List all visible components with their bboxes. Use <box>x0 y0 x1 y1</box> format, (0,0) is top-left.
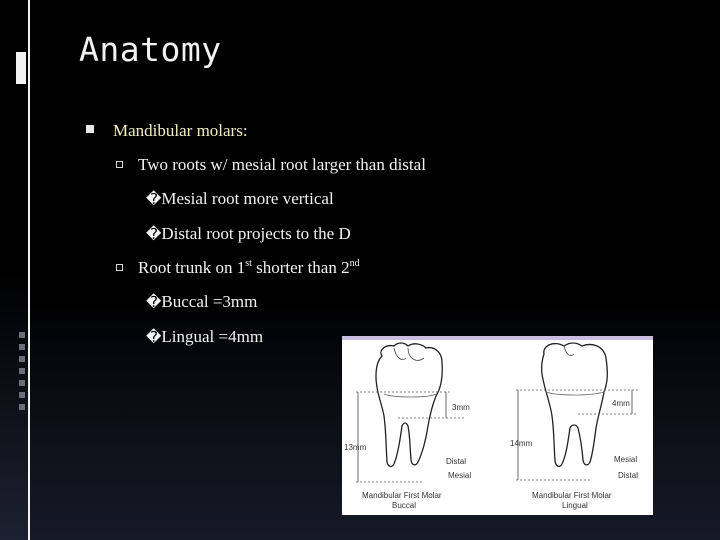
bullet-level1 <box>113 121 248 141</box>
right-distal-label: Distal <box>618 471 639 480</box>
bullet-level2 <box>138 155 426 175</box>
bullet-text-pre: Root trunk on 1 <box>138 258 246 277</box>
left-tooth-icon <box>376 343 442 466</box>
decor-square <box>19 368 25 374</box>
superscript: st <box>245 258 252 269</box>
bullet-text: Buccal =3mm <box>161 292 258 311</box>
replacement-glyph-icon: � <box>146 293 162 311</box>
slide-title: Anatomy <box>79 30 222 69</box>
decor-square <box>19 392 25 398</box>
bullet-text-mid: shorter than 2 <box>251 258 350 277</box>
bullet-text: Mesial root more vertical <box>161 189 334 208</box>
replacement-glyph-icon: � <box>146 225 162 243</box>
bullet-level3 <box>146 292 257 312</box>
left-caption-line2: Buccal <box>392 501 417 510</box>
replacement-glyph-icon: � <box>146 190 162 208</box>
bullet-level3 <box>146 224 351 244</box>
decor-square <box>19 332 25 338</box>
vertical-divider-line <box>28 0 30 540</box>
right-caption-line1: Mandibular First Molar <box>532 491 612 500</box>
left-measure-13-label: 13mm <box>344 443 367 452</box>
bullet-level2 <box>138 258 360 278</box>
left-mesial-label: Mesial <box>448 471 472 480</box>
bullet-level3 <box>146 189 334 209</box>
decor-square <box>19 404 25 410</box>
left-distal-label: Distal <box>446 457 467 466</box>
figure-top-border <box>342 336 653 340</box>
hollow-square-bullet-icon <box>116 161 123 168</box>
square-bullet-icon <box>86 125 94 133</box>
decor-square <box>19 380 25 386</box>
title-marker-bar <box>16 52 26 84</box>
right-caption-line2: Lingual <box>562 501 588 510</box>
left-measure-3-label: 3mm <box>452 403 470 412</box>
hollow-square-bullet-icon <box>116 264 123 271</box>
right-measure-4-label: 4mm <box>612 399 630 408</box>
decor-square <box>19 356 25 362</box>
right-measure-14-label: 14mm <box>510 439 533 448</box>
decor-square <box>19 344 25 350</box>
superscript: nd <box>349 258 360 269</box>
bullet-text: Distal root projects to the D <box>161 224 351 243</box>
molar-figure <box>342 336 653 515</box>
right-mesial-label: Mesial <box>614 455 638 464</box>
left-measure-lines <box>356 392 466 482</box>
bullet-text: Mandibular molars: <box>113 121 248 140</box>
left-caption-line1: Mandibular First Molar <box>362 491 442 500</box>
molar-diagram <box>342 336 653 515</box>
bullet-level3 <box>146 327 263 347</box>
right-tooth-icon <box>542 343 608 466</box>
replacement-glyph-icon: � <box>146 328 162 346</box>
bullet-text: Lingual =4mm <box>161 327 264 346</box>
bullet-text: Two roots w/ mesial root larger than distal <box>138 155 426 174</box>
